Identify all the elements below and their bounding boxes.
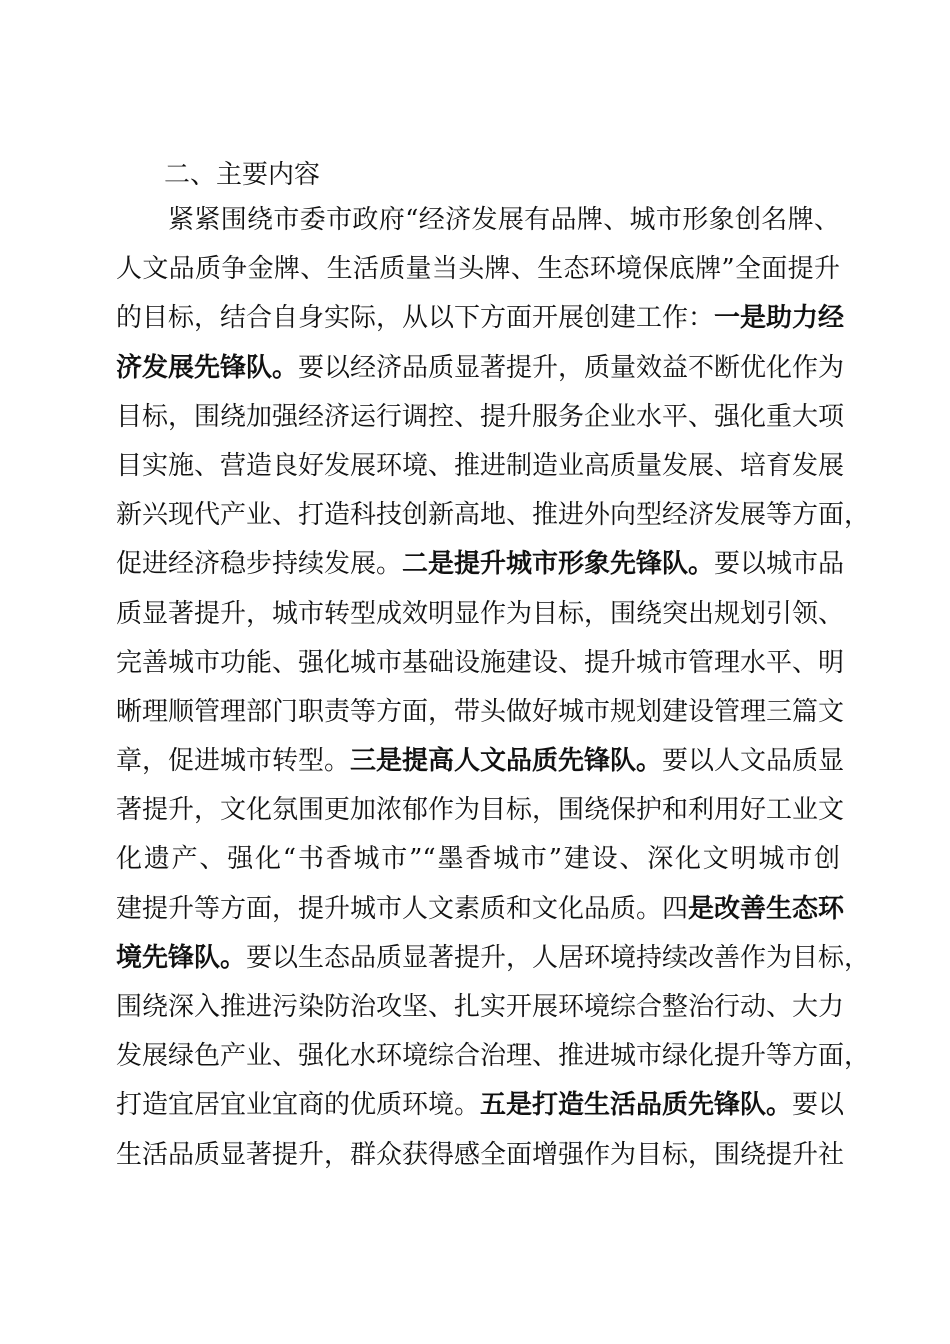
paragraph-line bbox=[116, 835, 840, 884]
paragraph-line bbox=[116, 983, 845, 1032]
text-run: 发展绿色产业、强化水环境综合治理、推进城市绿化提升等方面， bbox=[116, 1041, 871, 1072]
body-paragraph bbox=[116, 196, 871, 1180]
text-run: 新兴现代产业、打造科技创新高地、推进外向型经济发展等方面， bbox=[116, 500, 871, 531]
bold-text-run: 是改善生态环 bbox=[688, 893, 845, 924]
paragraph-line bbox=[116, 639, 845, 688]
text-run: 质显著提升，城市转型成效明显作为目标，围绕突出规划引领、 bbox=[116, 598, 845, 629]
bold-text-run: 三是提高人文品质先锋队。 bbox=[350, 746, 663, 777]
paragraph-line bbox=[116, 688, 845, 737]
text-run: 的目标，结合自身实际，从以下方面开展创建工作： bbox=[116, 303, 715, 334]
text-run: 紧紧围绕市委市政府“经济发展有品牌、城市形象创名牌、 bbox=[168, 205, 840, 235]
paragraph-line bbox=[116, 245, 840, 294]
paragraph-line bbox=[116, 393, 845, 442]
paragraph-line bbox=[116, 885, 845, 934]
paragraph-line bbox=[116, 196, 840, 245]
bold-text-run: 一是助力经 bbox=[714, 303, 845, 334]
paragraph-line bbox=[116, 786, 845, 835]
text-run: 晰理顺管理部门职责等方面，带头做好城市规划建设管理三篇文 bbox=[116, 696, 845, 727]
text-run: 要以生态品质显著提升，人居环境持续改善作为目标， bbox=[246, 942, 871, 973]
paragraph-line bbox=[116, 491, 871, 540]
text-run: 化遗产、强化“书香城市”“墨香城市”建设、深化文明城市创 bbox=[116, 844, 840, 875]
text-run: 人文品质争金牌、生活质量当头牌、生态环境保底牌”全面提升 bbox=[116, 254, 840, 285]
text-run: 建提升等方面，提升城市人文素质和文化品质。四 bbox=[116, 893, 689, 924]
paragraph-line bbox=[116, 442, 845, 491]
text-run: 章，促进城市转型。 bbox=[116, 746, 351, 777]
bold-text-run: 境先锋队。 bbox=[116, 942, 247, 973]
text-run: 生活品质显著提升，群众获得感全面增强作为目标，围绕提升社 bbox=[116, 1139, 845, 1170]
paragraph-line bbox=[116, 1032, 871, 1081]
paragraph-line bbox=[116, 1081, 845, 1130]
section-heading: 二、主要内容 bbox=[164, 160, 321, 190]
text-run: 目标，围绕加强经济运行调控、提升服务企业水平、强化重大项 bbox=[116, 401, 845, 432]
text-run: 要以人文品质显 bbox=[662, 746, 845, 777]
text-run: 要以 bbox=[792, 1090, 845, 1121]
bold-text-run: 二是提升城市形象先锋队。 bbox=[402, 549, 715, 580]
text-run: 要以经济品质显著提升，质量效益不断优化作为 bbox=[298, 352, 845, 383]
paragraph-line bbox=[116, 540, 845, 589]
bold-text-run: 济发展先锋队。 bbox=[116, 352, 299, 383]
paragraph-line bbox=[116, 344, 845, 393]
text-run: 促进经济稳步持续发展。 bbox=[116, 549, 403, 580]
paragraph-line bbox=[116, 590, 845, 639]
text-run: 著提升，文化氛围更加浓郁作为目标，围绕保护和利用好工业文 bbox=[116, 795, 845, 826]
text-run: 目实施、营造良好发展环境、推进制造业高质量发展、培育发展 bbox=[116, 450, 845, 481]
paragraph-line bbox=[116, 1131, 845, 1180]
text-run: 要以城市品 bbox=[714, 549, 845, 580]
bold-text-run: 五是打造生活品质先锋队。 bbox=[480, 1090, 793, 1121]
text-run: 完善城市功能、强化城市基础设施建设、提升城市管理水平、明 bbox=[116, 647, 845, 678]
paragraph-line bbox=[116, 294, 845, 343]
text-run: 围绕深入推进污染防治攻坚、扎实开展环境综合整治行动、大力 bbox=[116, 992, 845, 1022]
paragraph-line bbox=[116, 934, 871, 983]
text-run: 打造宜居宜业宜商的优质环境。 bbox=[116, 1090, 481, 1121]
paragraph-line bbox=[116, 737, 845, 786]
